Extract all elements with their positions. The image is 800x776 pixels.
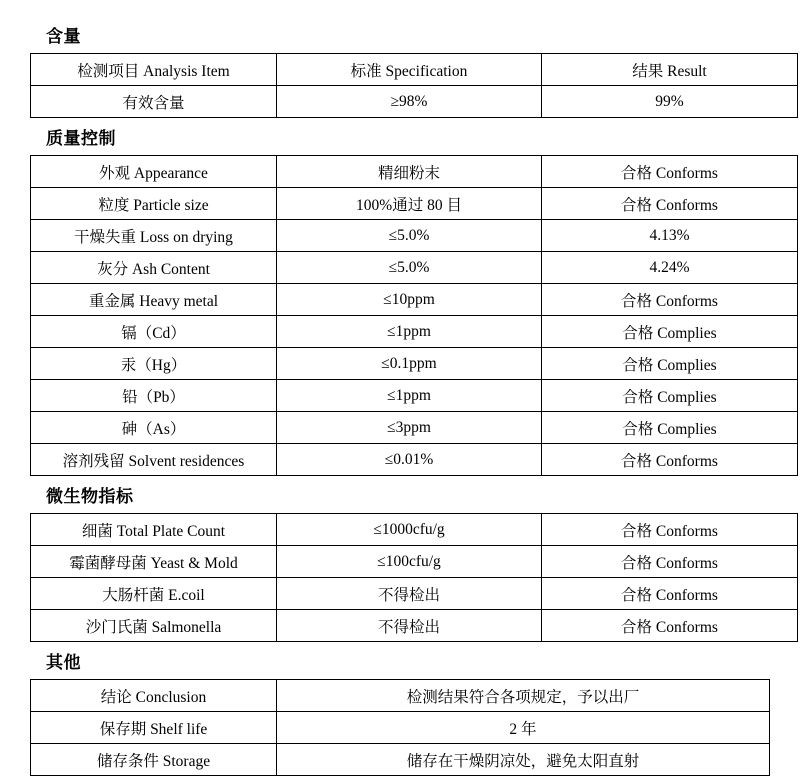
section-title-quality-control: 质量控制 xyxy=(46,129,116,148)
table-row xyxy=(31,744,770,776)
row-item: 汞（Hg） xyxy=(31,348,277,380)
row-item: 沙门氏菌 Salmonella xyxy=(31,610,277,642)
content-table xyxy=(30,53,798,118)
row-item: 灰分 Ash Content xyxy=(31,252,277,284)
row-result: 合格 Conforms xyxy=(542,514,798,546)
row-spec: ≤5.0% xyxy=(277,220,542,252)
row-spec: ≤1ppm xyxy=(277,316,542,348)
section-title-microbiology: 微生物指标 xyxy=(46,487,134,506)
row-item: 储存条件 Storage xyxy=(31,744,277,776)
row-result: 合格 Conforms xyxy=(542,610,798,642)
table-row xyxy=(31,546,798,578)
row-result: 4.13% xyxy=(542,220,798,252)
row-item: 镉（Cd） xyxy=(31,316,277,348)
row-item: 结论 Conclusion xyxy=(31,680,277,712)
row-spec: ≤1000cfu/g xyxy=(277,514,542,546)
table-row xyxy=(31,514,798,546)
row-result: 合格 Conforms xyxy=(542,578,798,610)
microbiology-table xyxy=(30,513,798,642)
row-item: 细菌 Total Plate Count xyxy=(31,514,277,546)
row-spec: 精细粉末 xyxy=(277,156,542,188)
quality-control-table xyxy=(30,155,798,476)
row-spec: ≤100cfu/g xyxy=(277,546,542,578)
table-row xyxy=(31,680,770,712)
row-item: 外观 Appearance xyxy=(31,156,277,188)
row-result: 合格 Conforms xyxy=(542,156,798,188)
row-item: 保存期 Shelf life xyxy=(31,712,277,744)
row-spec: ≤3ppm xyxy=(277,412,542,444)
row-item: 有效含量 xyxy=(31,86,277,118)
row-spec: ≤5.0% xyxy=(277,252,542,284)
row-result: 合格 Complies xyxy=(542,316,798,348)
table-row xyxy=(31,54,798,86)
row-spec: ≤1ppm xyxy=(277,380,542,412)
result-header: 结果 Result xyxy=(542,54,798,86)
table-row xyxy=(31,156,798,188)
table-row xyxy=(31,712,770,744)
table-row xyxy=(31,412,798,444)
analysis-item-header: 检测项目 Analysis Item xyxy=(31,54,277,86)
row-item: 大肠杆菌 E.coil xyxy=(31,578,277,610)
row-result: 合格 Complies xyxy=(542,380,798,412)
section-title-content: 含量 xyxy=(46,27,81,46)
row-item: 重金属 Heavy metal xyxy=(31,284,277,316)
other-table xyxy=(30,679,770,776)
row-result: 合格 Conforms xyxy=(542,284,798,316)
table-row xyxy=(31,252,798,284)
row-item: 霉菌酵母菌 Yeast & Mold xyxy=(31,546,277,578)
table-row xyxy=(31,316,798,348)
row-merged-value: 2 年 xyxy=(277,712,770,744)
row-item: 砷（As） xyxy=(31,412,277,444)
row-merged-value: 检测结果符合各项规定，予以出厂 xyxy=(277,680,770,712)
table-row xyxy=(31,578,798,610)
row-spec: 100%通过 80 目 xyxy=(277,188,542,220)
table-row xyxy=(31,348,798,380)
row-result: 合格 Conforms xyxy=(542,546,798,578)
row-spec: ≤0.01% xyxy=(277,444,542,476)
table-row xyxy=(31,188,798,220)
table-row xyxy=(31,284,798,316)
row-spec: ≥98% xyxy=(277,86,542,118)
row-item: 粒度 Particle size xyxy=(31,188,277,220)
section-title-other: 其他 xyxy=(46,653,81,672)
specification-header: 标准 Specification xyxy=(277,54,542,86)
row-spec: 不得检出 xyxy=(277,610,542,642)
row-result: 99% xyxy=(542,86,798,118)
row-item: 铅（Pb） xyxy=(31,380,277,412)
row-result: 合格 Complies xyxy=(542,412,798,444)
row-merged-value: 储存在干燥阴凉处，避免太阳直射 xyxy=(277,744,770,776)
row-spec: ≤0.1ppm xyxy=(277,348,542,380)
row-item: 干燥失重 Loss on drying xyxy=(31,220,277,252)
table-row xyxy=(31,220,798,252)
row-result: 4.24% xyxy=(542,252,798,284)
table-row xyxy=(31,380,798,412)
row-item: 溶剂残留 Solvent residences xyxy=(31,444,277,476)
row-result: 合格 Complies xyxy=(542,348,798,380)
row-result: 合格 Conforms xyxy=(542,188,798,220)
row-spec: ≤10ppm xyxy=(277,284,542,316)
row-result: 合格 Conforms xyxy=(542,444,798,476)
row-spec: 不得检出 xyxy=(277,578,542,610)
table-row xyxy=(31,444,798,476)
table-row xyxy=(31,610,798,642)
table-row xyxy=(31,86,798,118)
